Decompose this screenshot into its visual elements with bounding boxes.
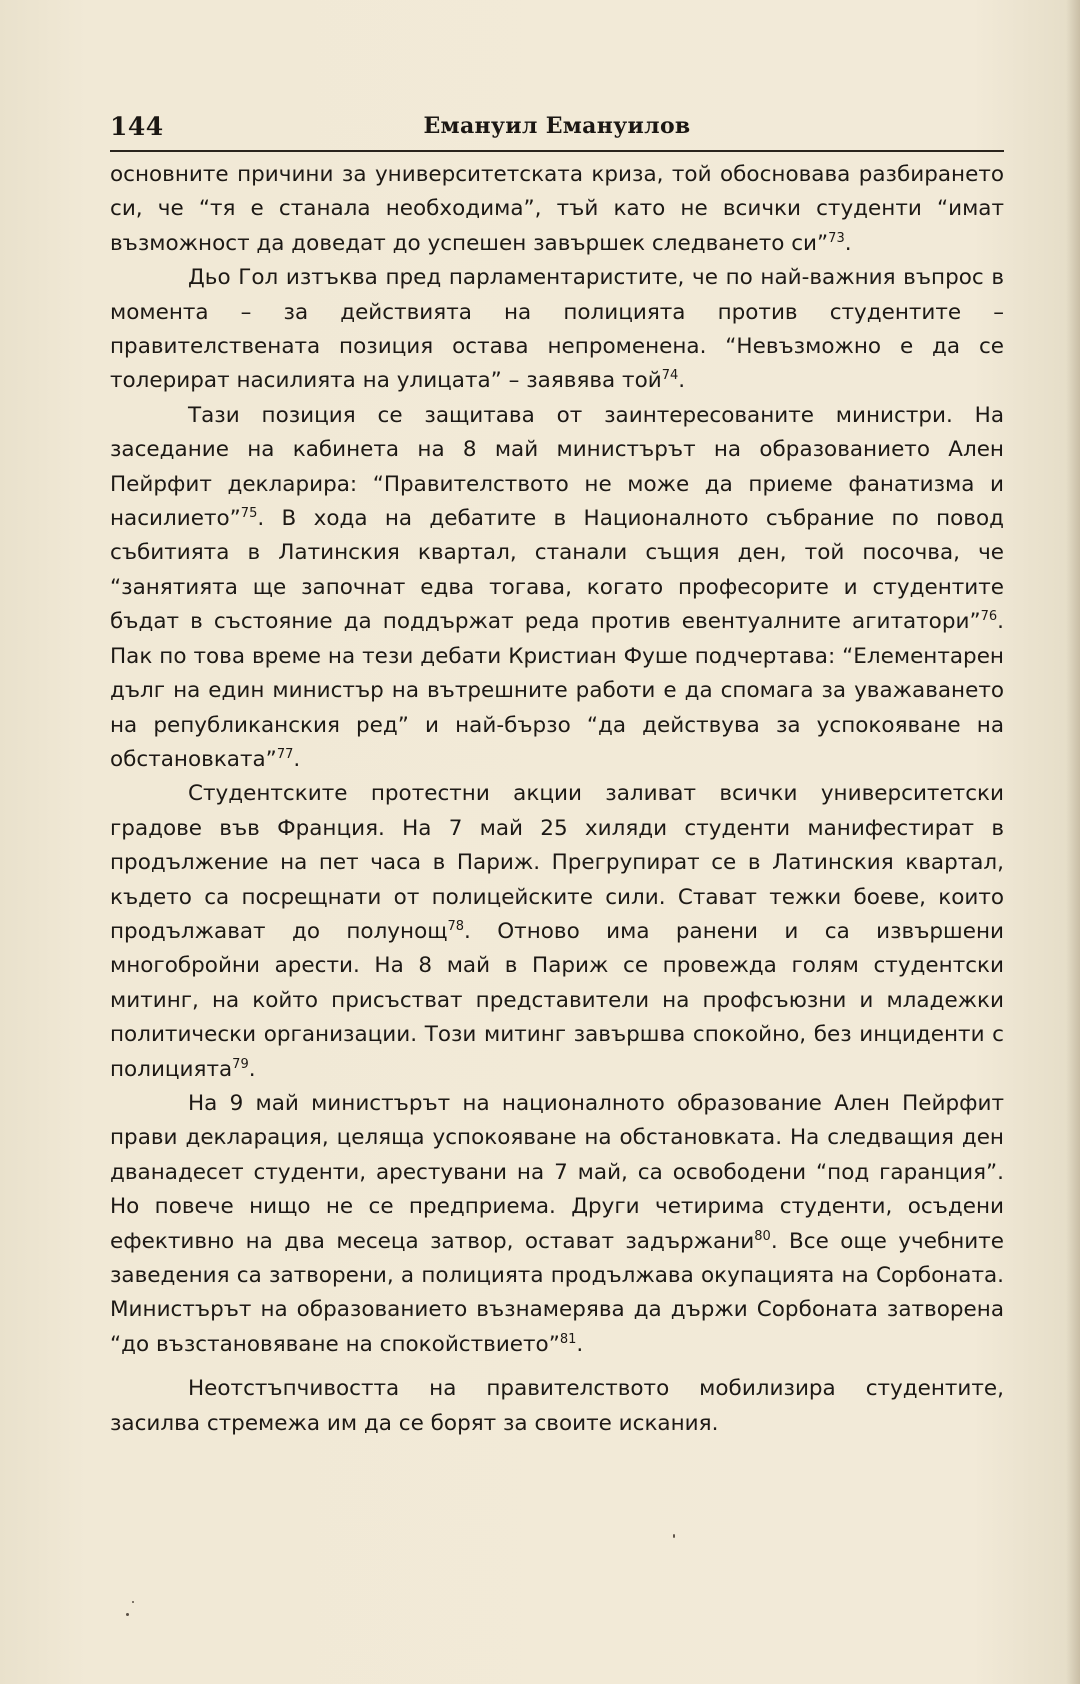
paragraph-tail: .: [844, 230, 852, 256]
footnote-ref: 74: [661, 368, 679, 384]
paragraph-5: [110, 1087, 1004, 1362]
paragraph-tail: . Отново има ранени и са извършени многобройни арести. На 8 май в Париж се провежда голям студентски митинг, на който присъстват представители на профсъюзни и младежки политически организации. Този митинг завършва спокойно, без инциденти с полицията: [110, 918, 1004, 1082]
paragraph-text: Дьо Гол изтъква пред парламентаристите, че по най-важния въпрос в момента – за действията на полицията против студентите – правителствената позиция остава непроменена. “Невъзможно е да се толерират насилията на улицата” – заявява той: [110, 265, 1004, 394]
paragraph-2: [110, 261, 1004, 399]
paragraph-tail: . В хода на дебатите в Националното събрание по повод събитията в Латинския квартал, станали същия ден, той посочва, че “занятията ще започнат едва тогава, когато професорите и студентите бъдат в състояние да поддържат реда против евентуалните агитатори”: [110, 506, 1004, 635]
footnote-ref: 73: [828, 230, 845, 246]
page-edge-shadow: [1066, 0, 1080, 1684]
footnote-ref: 80: [754, 1228, 771, 1244]
paragraph-text: Тази позиция се защитава от заинтересованите министри. На заседание на кабинета на 8 май министърът на образованието Ален Пейрфит декларира: “Правителството не може да приеме фанатизма и насилието”: [110, 402, 1004, 532]
footnote-ref: 79: [232, 1056, 249, 1072]
paragraph-tail: . Все още учебните заведения са затворени, а полицията продължава окупацията на Сорбоната. Министърът на образованието възнамерява да държи Сорбоната затворена “до възстановяване на спокойствието”: [110, 1228, 1004, 1357]
paragraph-tail: .: [293, 746, 301, 772]
footnote-ref: 81: [559, 1331, 577, 1347]
paragraph-text: Неотстъпчивостта на правителството мобилизира студентите, засилва стремежа им да се борят за своите искания.: [110, 1376, 1004, 1436]
paragraph-1: [110, 158, 1004, 261]
paragraph-tail: . Пак по това време на тези дебати Кристиан Фуше подчертава: “Елементарен дълг на един министър на вътрешните работи е да спомага за уважаването на републиканския ред” и най-бързо “да действува за успокояване на обстановката”: [110, 609, 1004, 772]
footnote-ref: 77: [276, 746, 294, 762]
footnote-ref: 75: [240, 505, 258, 521]
paragraph-6: [110, 1372, 1004, 1441]
page-header: [110, 112, 1004, 152]
paragraph-4: [110, 777, 1004, 1087]
paragraph-tail: .: [576, 1331, 584, 1357]
page-number: 144: [110, 112, 164, 141]
paragraph-tail: .: [248, 1056, 256, 1082]
running-head-author: Емануил Емануилов: [423, 113, 691, 139]
paragraph-3: [110, 399, 1004, 777]
paragraph-text: Студентските протестни акции заливат всички университетски градове във Франция. На 7 май 25 хиляди студенти манифестират в продължение на пет часа в Париж. Прегрупират се в Латинския квартал, където са посрещнати от полицейските сили. Стават тежки боеве, които продължават до полунощ: [110, 781, 1004, 944]
paper-speck: [673, 1534, 675, 1538]
footnote-ref: 76: [980, 609, 998, 625]
paragraph-text: На 9 май министърът на националното образование Ален Пейрфит прави декларация, целяща успокояване на обстановката. На следващия ден дванадесет студенти, арестувани на 7 май, са освободени “под гаранция”. Но повече нищо не се предприема. Други четирима студенти, осъдени ефективно на два месеца затвор, остават задържани: [110, 1090, 1004, 1254]
paragraph-tail: .: [678, 368, 686, 394]
footnote-ref: 78: [447, 918, 465, 934]
body-text: [110, 158, 1004, 1441]
paper-speck: [132, 1601, 134, 1603]
paper-speck: [126, 1613, 129, 1616]
header-rule: [110, 150, 1004, 152]
paragraph-text: основните причини за университетската криза, той обосновава разбирането си, че “тя е станала необходима”, тъй като не всички студенти “имат възможност да доведат до успешен завършек следването си”: [110, 162, 1004, 256]
